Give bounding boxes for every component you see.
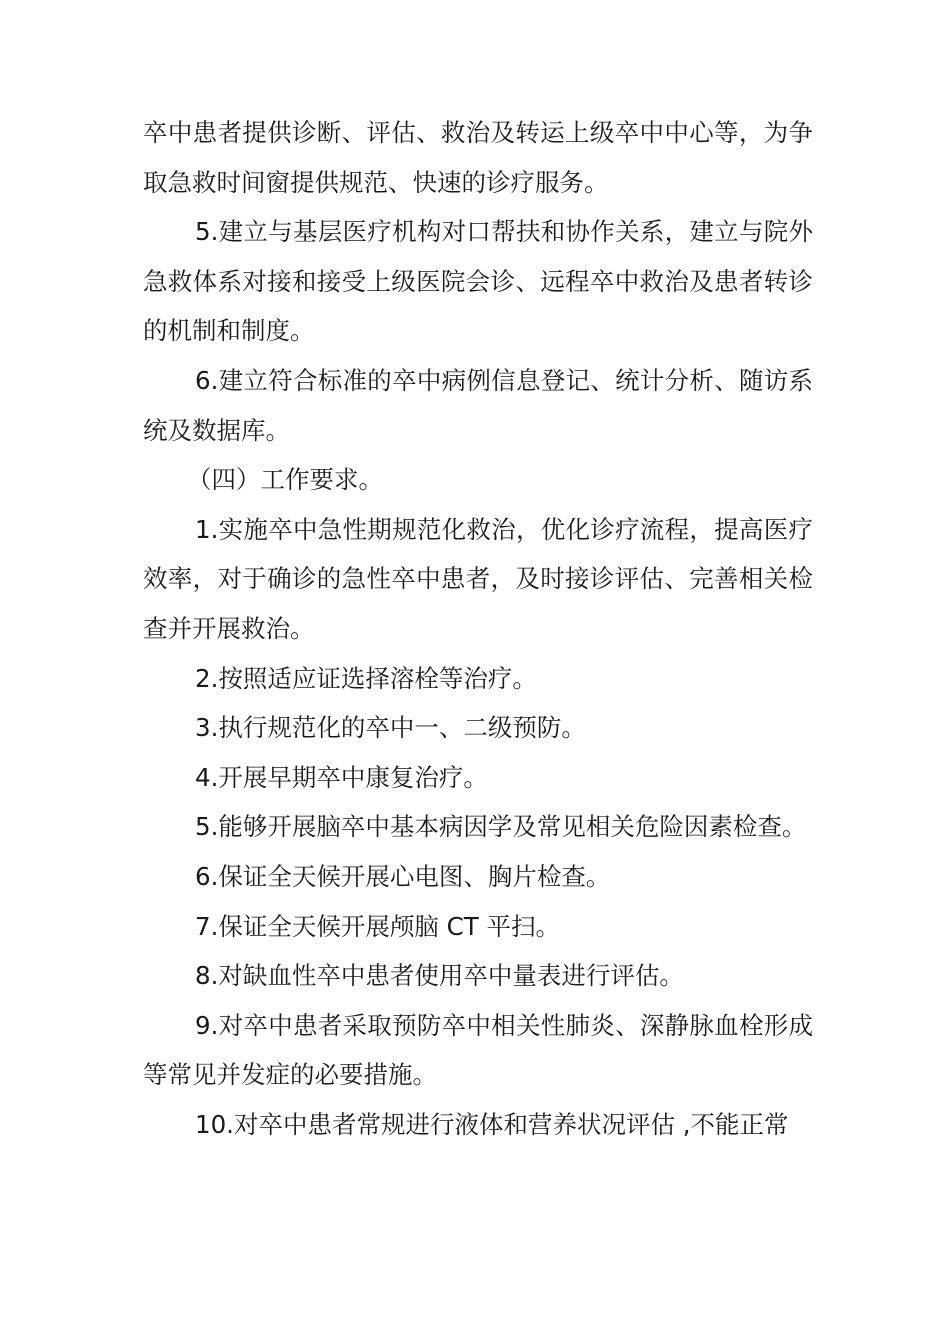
paragraph-requirement-7: 7.保证全天候开展颅脑 CT 平扫。 (195, 911, 561, 941)
paragraph-requirement-4: 4.开展早期卒中康复治疗。 (195, 762, 488, 792)
paragraph-requirement-8: 8.对缺血性卒中患者使用卒中量表进行评估。 (195, 961, 684, 991)
paragraph-item-5-cooperation: 5.建立与基层医疗机构对口帮扶和协作关系，建立与院外急救体系对接和接受上级医院会诊、远程卒中救治及患者转诊的机制和制度。 (143, 217, 813, 346)
document-body (143, 108, 813, 1149)
paragraph-intro-continued: 卒中患者提供诊断、评估、救治及转运上级卒中中心等，为争取急救时间窗提供规范、快速的诊疗服务。 (143, 118, 813, 197)
paragraph-requirement-5: 5.能够开展脑卒中基本病因学及常见相关危险因素检查。 (195, 812, 807, 842)
section-heading-work-requirements: （四）工作要求。 (187, 465, 383, 495)
paragraph-requirement-9: 9.对卒中患者采取预防卒中相关性肺炎、深静脉血栓形成等常见并发症的必要措施。 (143, 1010, 813, 1090)
paragraph-requirement-10: 10.对卒中患者常规进行液体和营养状况评估 ,不能正常 (195, 1109, 789, 1139)
paragraph-item-6-database: 6.建立符合标准的卒中病例信息登记、统计分析、随访系统及数据库。 (143, 365, 813, 445)
paragraph-requirement-2: 2.按照适应证选择溶栓等治疗。 (195, 663, 537, 693)
paragraph-requirement-6: 6.保证全天候开展心电图、胸片检查。 (195, 861, 611, 891)
paragraph-requirement-1: 1.实施卒中急性期规范化救治，优化诊疗流程，提高医疗效率，对于确诊的急性卒中患者，及时接诊评估、完善相关检查并开展救治。 (143, 514, 813, 643)
paragraph-requirement-3: 3.执行规范化的卒中一、二级预防。 (195, 713, 586, 743)
